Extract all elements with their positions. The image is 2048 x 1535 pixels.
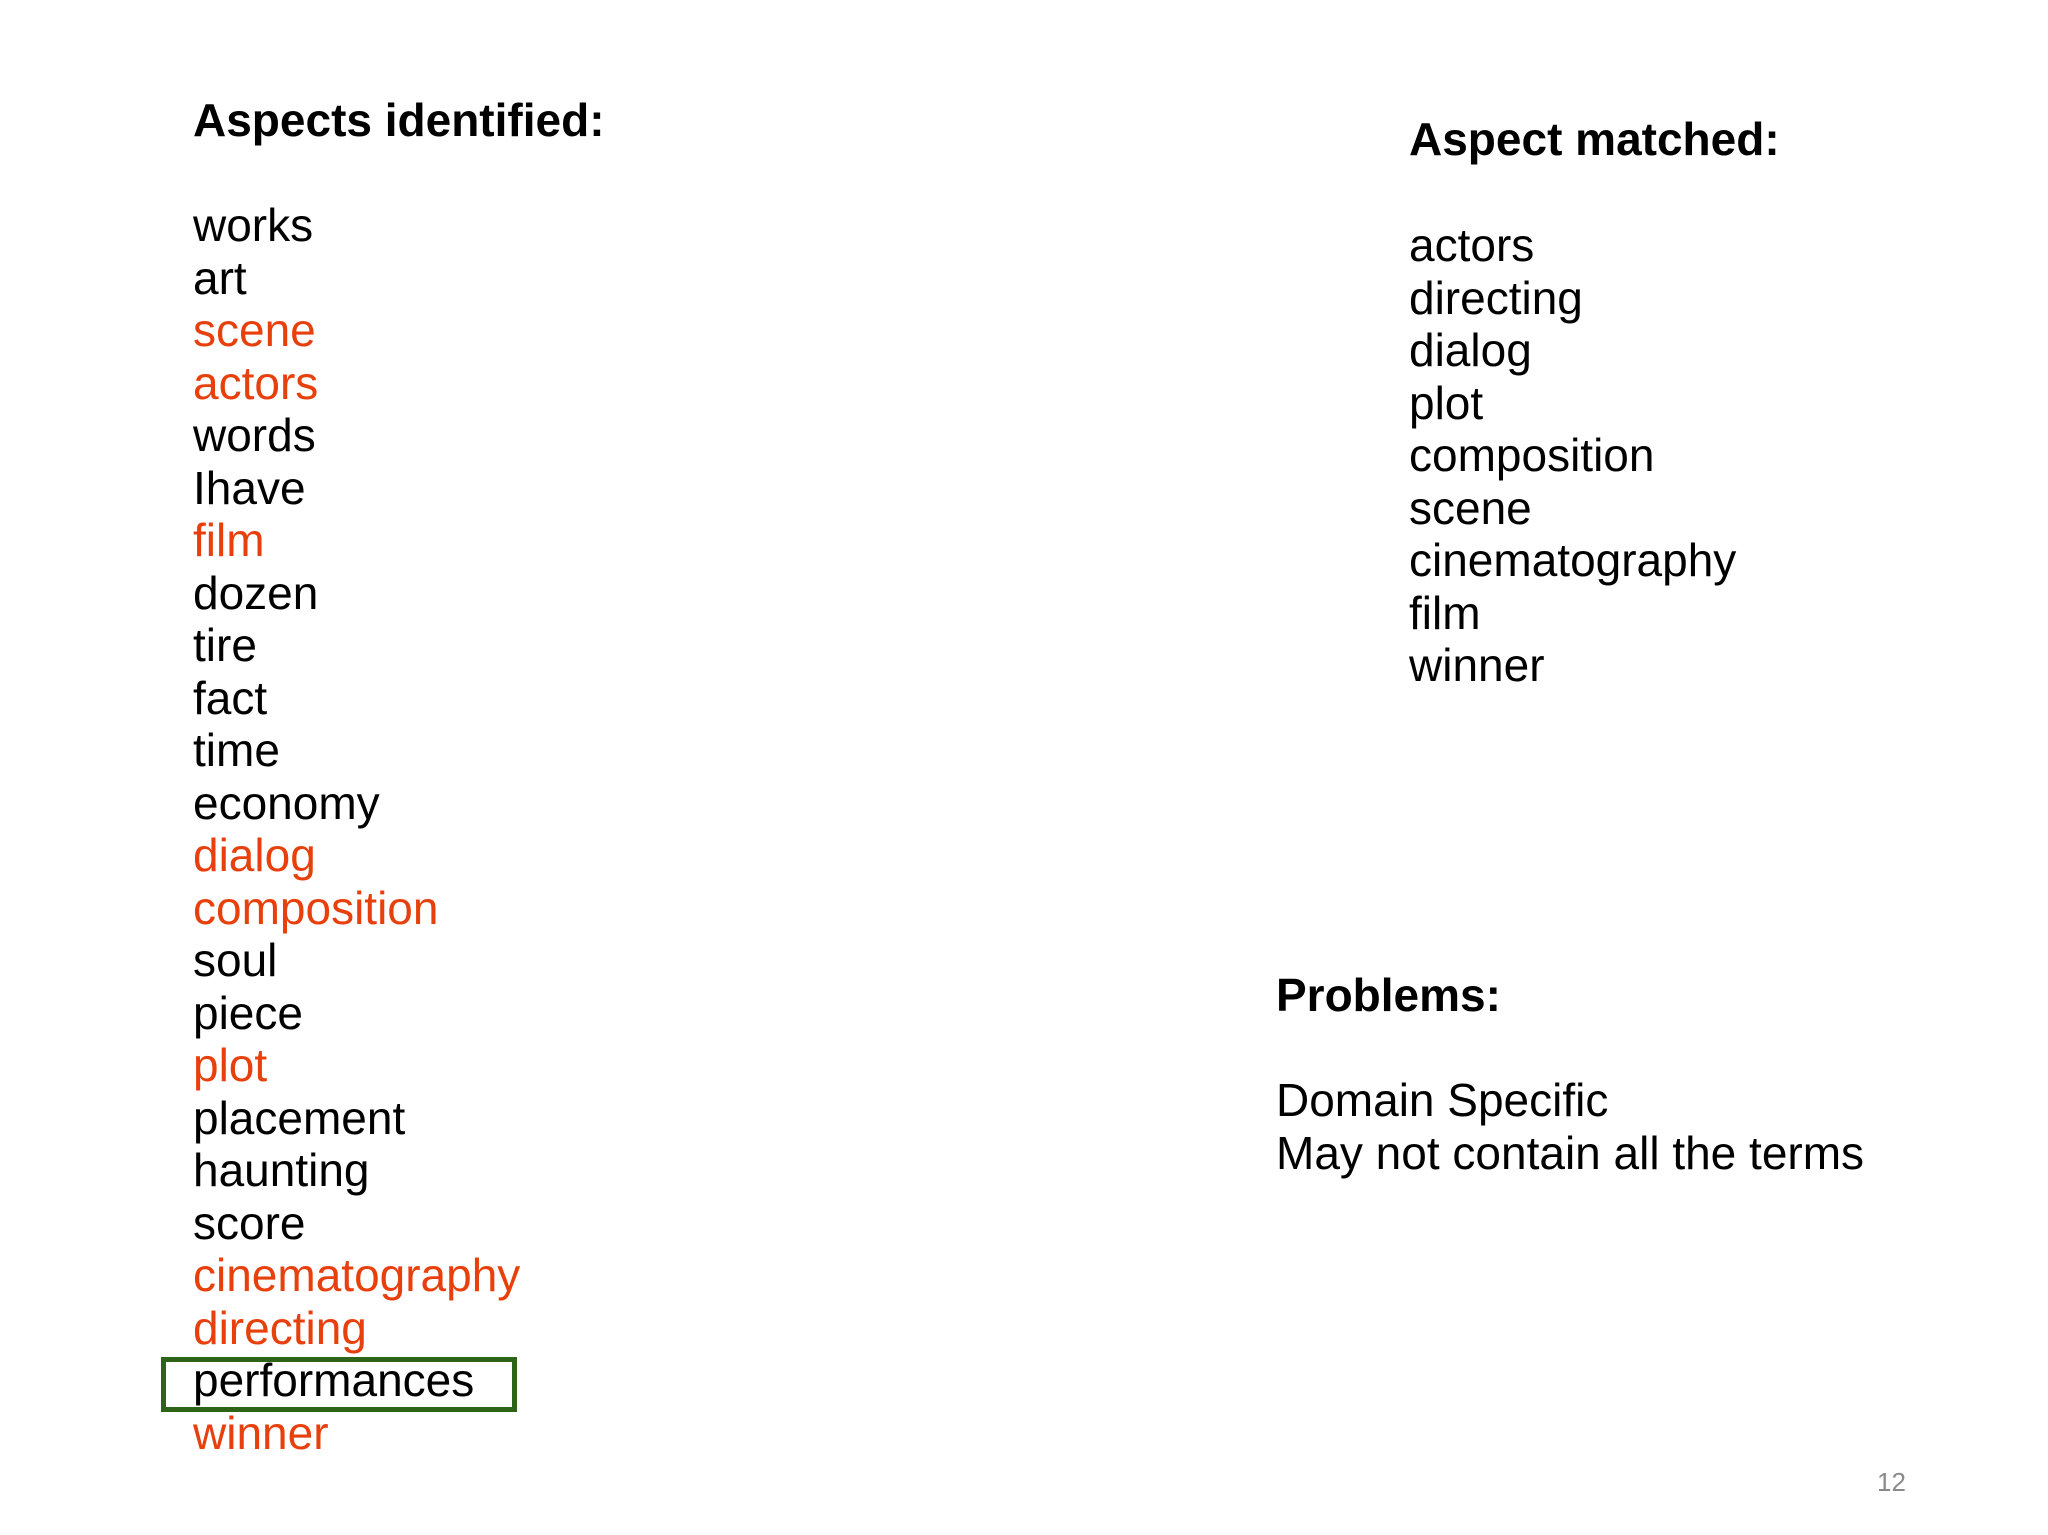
- aspect-item: winner: [193, 1406, 329, 1459]
- aspect-item: piece: [193, 986, 303, 1039]
- aspect-item-boxed: performances: [193, 1354, 520, 1407]
- aspect-item: soul: [193, 934, 278, 986]
- aspects-identified-heading: Aspects identified:: [193, 94, 605, 146]
- matched-aspect-item: cinematography: [1409, 534, 1737, 586]
- aspect-matched-list: [1409, 219, 1736, 692]
- aspects-identified-list: [193, 199, 520, 1459]
- matched-aspect-item: composition: [1409, 429, 1655, 481]
- problems-list: [1276, 1074, 1864, 1179]
- matched-aspect-item: actors: [1409, 219, 1535, 271]
- aspect-item: economy: [193, 776, 380, 829]
- aspect-item: dozen: [193, 566, 319, 619]
- aspect-item: cinematography: [193, 1249, 521, 1301]
- aspect-item: time: [193, 724, 280, 776]
- matched-aspect-item: plot: [1409, 376, 1484, 429]
- aspect-item: plot: [193, 1039, 268, 1091]
- matched-aspect-item: film: [1409, 586, 1481, 639]
- aspect-item: scene: [193, 304, 316, 356]
- aspect-item: actors: [193, 356, 319, 409]
- matched-aspect-item: dialog: [1409, 324, 1532, 376]
- aspect-item: works: [193, 199, 314, 251]
- problems-heading: Problems:: [1276, 969, 1501, 1021]
- matched-aspect-item: winner: [1409, 639, 1545, 691]
- aspect-item: haunting: [193, 1144, 370, 1196]
- aspect-item: placement: [193, 1091, 406, 1144]
- aspect-item: composition: [193, 881, 439, 934]
- matched-aspect-item: scene: [1409, 481, 1532, 534]
- aspect-item: dialog: [193, 829, 316, 881]
- aspect-matched-heading: Aspect matched:: [1409, 113, 1780, 165]
- matched-aspect-item: directing: [1409, 271, 1583, 324]
- aspect-item: fact: [193, 671, 268, 724]
- aspect-item: Ihave: [193, 461, 306, 514]
- aspect-item: film: [193, 514, 265, 566]
- aspect-item: directing: [193, 1301, 367, 1354]
- problem-item: Domain Specific: [1276, 1074, 1609, 1126]
- problem-item: May not contain all the terms: [1276, 1126, 1865, 1179]
- aspect-item: tire: [193, 619, 257, 671]
- aspect-item: score: [193, 1196, 306, 1249]
- page-number: 12: [1877, 1467, 1906, 1497]
- aspect-item: art: [193, 251, 247, 304]
- aspect-item: words: [193, 409, 316, 461]
